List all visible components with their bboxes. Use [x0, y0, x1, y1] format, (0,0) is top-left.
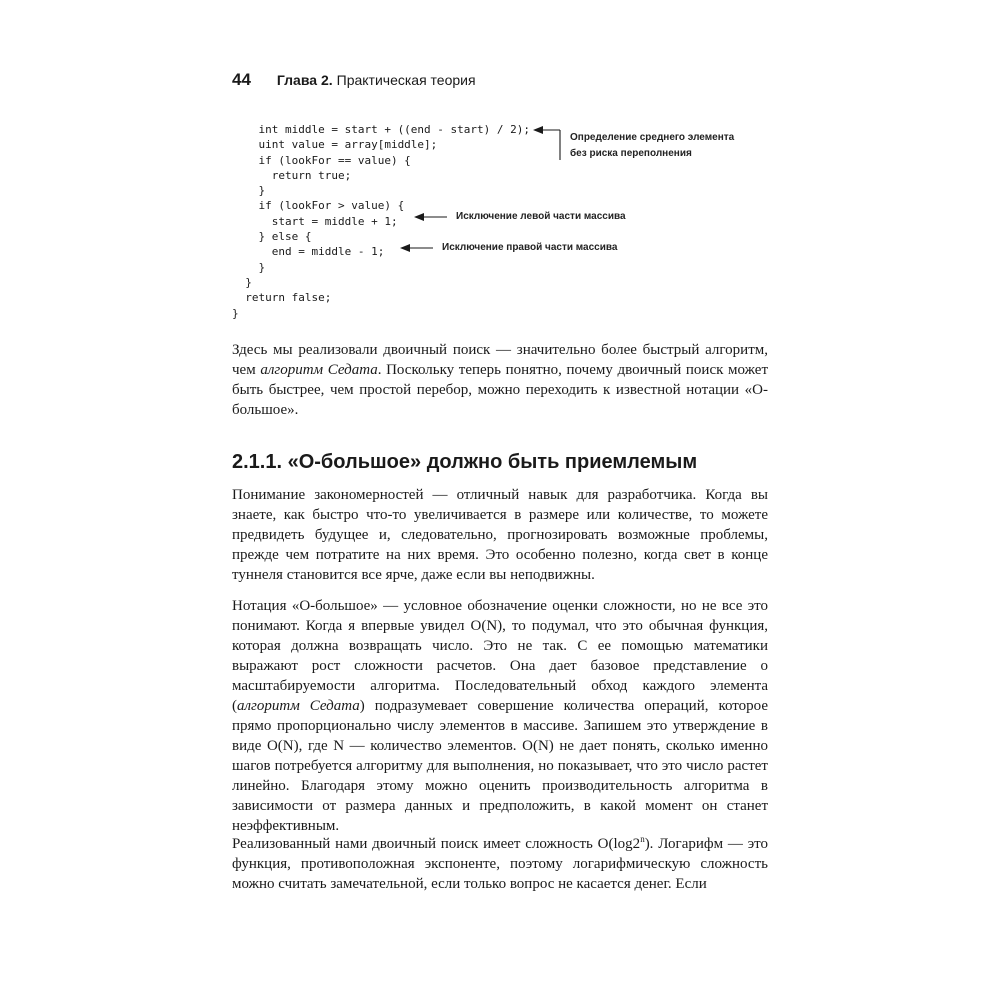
annotation-left: Исключение левой части массива	[456, 211, 626, 222]
arrow-middle	[533, 126, 560, 160]
chapter-title: Практическая теория	[336, 72, 476, 88]
chapter-label: Глава 2.	[276, 72, 333, 88]
code-line: }	[232, 184, 266, 198]
paragraph-3-text-1: Реализованный нами двоичный поиск имеет сложность O(log2	[232, 836, 641, 852]
code-line: return false;	[232, 291, 332, 305]
code-line: } else {	[232, 230, 312, 244]
paragraph-3-text-2: ). Логарифм — это функция, противоположная экспоненте, поэтому логарифмическую сложность можно считать замечательной, если только вопрос не касается денег. Если	[232, 836, 769, 892]
code-line: int middle = start + ((end - start) / 2);	[232, 123, 531, 136]
paragraph-2-text-2: ) подразумевает совершение количества операций, которое прямо пропорционально числу элементов в массиве. Запишем это утверждение в виде O(N), где N — количество элементов. O(N) не дает понять, сколько именно шагов потребуется алгоритму для выполнения, но показывает, что это число растет линейно. Благодаря этому можно оценить производительность алгоритма в зависимости от размера данных и предположить, в какой момент он станет неэффективным.	[232, 698, 768, 834]
code-line: uint value = array[middle];	[232, 138, 438, 152]
code-line: start = middle + 1;	[232, 214, 398, 228]
code-line: end = middle - 1;	[232, 245, 385, 259]
annotation-right: Исключение правой части массива	[442, 242, 618, 253]
paragraph-2	[232, 596, 768, 836]
annotation-middle-line2: без риска переполнения	[570, 148, 692, 159]
annotation-arrows	[0, 0, 1000, 330]
section-heading: 2.1.1. «О-большое» должно быть приемлемым	[232, 451, 698, 473]
paragraph-3	[232, 834, 768, 894]
arrow-left-part	[414, 213, 447, 221]
page-number: 44	[232, 70, 251, 89]
paragraph-3-superscript: n	[640, 834, 645, 844]
arrow-right-part	[400, 244, 433, 252]
annotation-middle	[570, 130, 734, 162]
paragraph-1	[232, 485, 768, 585]
paragraph-2-text-1: Нотация «О-большое» — условное обозначение оценки сложности, но не все это понимают. Когда я впервые увидел O(N), то подумал, что это обычная функция, которая должна возвращать число. Это не так. С ее помощью математики выражают рост сложности расчетов. Она дает базовое представление о масштабируемости алгоритма. Последовательный обход каждого элемента (	[232, 598, 768, 714]
intro-text-1: Здесь мы реализовали двоичный поиск — значительно более быстрый алгоритм, чем	[232, 342, 768, 378]
paragraph-1-text: Понимание закономерностей — отличный навык для разработчика. Когда вы знаете, как быстро что-то увеличивается в размере или количестве, то можете предвидеть будущее и, следовательно, прогнозировать возможные проблемы, прежде чем потратите на них время. Это особенно полезно, когда свет в конце туннеля становится все ярче, даже если вы неподвижны.	[232, 487, 768, 583]
intro-paragraph	[232, 340, 768, 420]
code-line: if (lookFor == value) {	[232, 153, 411, 167]
code-line: if (lookFor > value) {	[232, 199, 405, 213]
code-line: }	[232, 260, 266, 274]
paragraph-2-emphasis: алгоритм Седата	[237, 698, 360, 714]
intro-text-2: . Поскольку теперь понятно, почему двоичный поиск может быть быстрее, чем простой перебор, можно переходить к известной нотации «О-большое».	[232, 362, 768, 418]
code-line: return true;	[232, 168, 352, 182]
annotation-middle-line1: Определение среднего элемента	[570, 132, 735, 143]
intro-emphasis: алгоритм Седата	[260, 362, 378, 378]
code-line: }	[232, 275, 252, 289]
code-line: }	[232, 306, 239, 320]
